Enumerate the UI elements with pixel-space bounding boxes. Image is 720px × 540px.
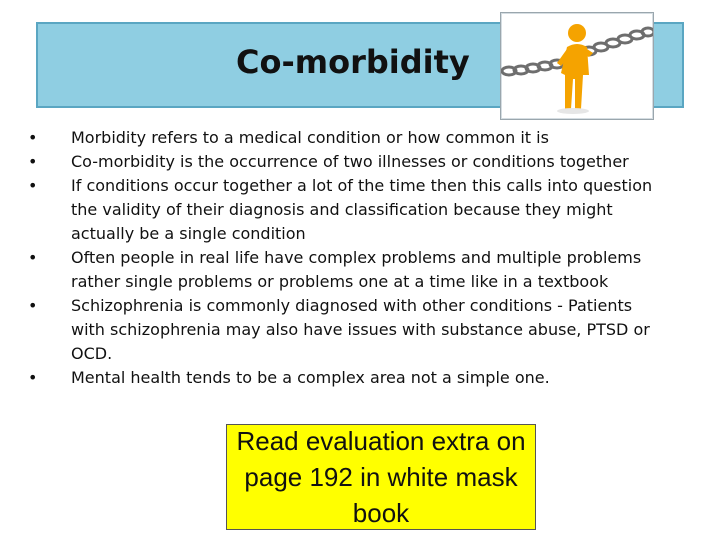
bullet-text: If conditions occur together a lot of the time then this calls into question the validity of their diagnosis and classification because they might actually be a single condition [71,176,653,243]
bullet-marker: • [28,296,38,315]
note-text: Read evaluation extra on page 192 in white mask book [236,426,526,528]
chain-figure-icon [500,12,654,120]
bullet-marker: • [28,176,38,195]
bullet-item [28,174,668,246]
bullet-marker: • [28,152,38,171]
bullet-list [28,126,668,390]
bullet-text: Co-morbidity is the occurrence of two illnesses or conditions together [71,152,629,171]
bullet-item [28,246,668,294]
bullet-item [28,366,668,390]
note-callout [226,424,536,530]
bullet-text: Morbidity refers to a medical condition or how common it is [71,128,549,147]
bullet-marker: • [28,128,38,147]
bullet-item [28,294,668,366]
bullet-marker: • [28,368,38,387]
bullet-text: Mental health tends to be a complex area not a simple one. [71,368,550,387]
bullet-marker: • [28,248,38,267]
bullet-text: Often people in real life have complex problems and multiple problems rather single problems or problems one at a time like in a textbook [71,248,642,291]
bullet-item [28,126,668,150]
slide-title: Co-morbidity [236,43,470,81]
bullet-item [28,150,668,174]
chain-figure-graphic [501,13,653,119]
bullet-text: Schizophrenia is commonly diagnosed with other conditions - Patients with schizophrenia may also have issues with substance abuse, PTSD or OCD. [71,296,650,363]
